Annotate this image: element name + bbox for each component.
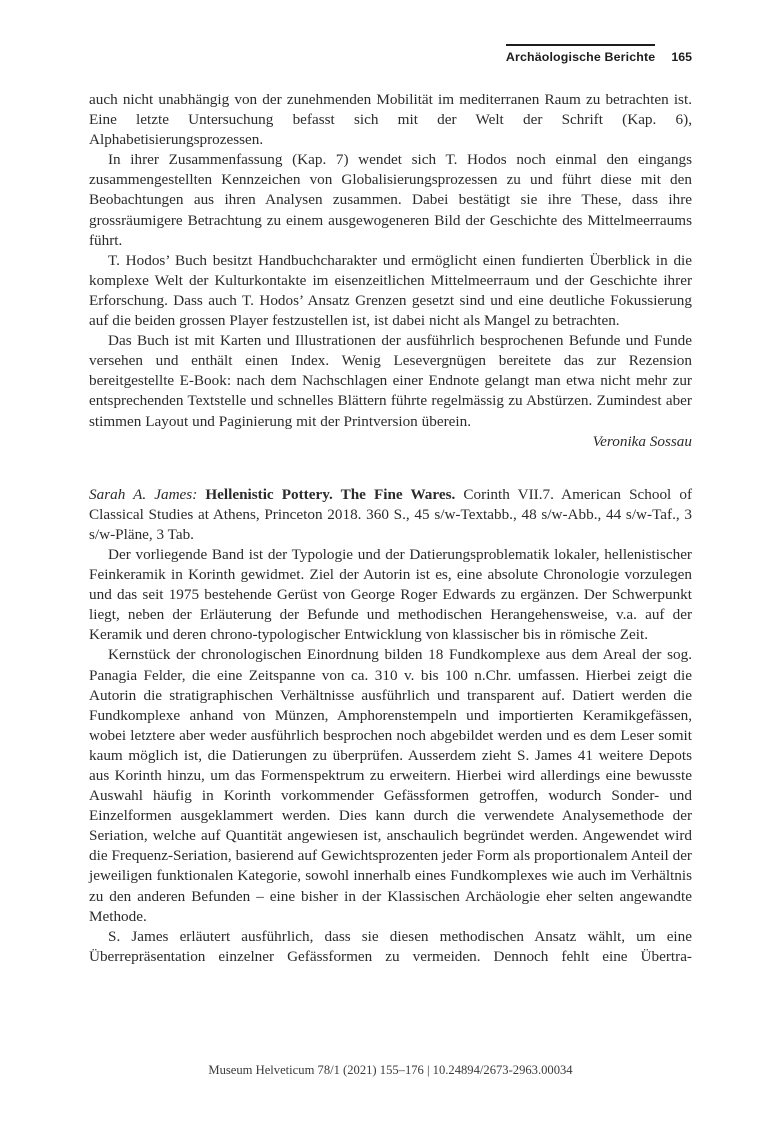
page-number: 165 — [671, 50, 692, 64]
paragraph: Kernstück der chronologischen Einordnung bilden 18 Fundkomplexe aus dem Areal der sog. Panagia Felder, die eine Zeitspanne von ca. 310 v. bis 100 n.Chr. umfassen. Hierbei zeigt die Autorin die stratigraphischen Verhältnisse ausführlich und transparent auf. Datiert werden die Fundkomplexe anhand von Münzen, Amphorenstempeln und importierten Keramikgefässen, wobei letztere aber weder ausführlich besprochen noch abgebildet werden und es dem Leser somit kaum möglich ist, die Datierungen zu überprüfen. Ausserdem zieht S. James 41 weitere Depots aus Korinth hinzu, um das Formenspektrum zu erweitern. Hierbei wird allerdings eine bewusste Auswahl häufig in Korinth vorkommender Gefässformen getroffen, wodurch Sonder- und Einzelformen ausgeklammert werden. Dies kann durch die verwendete Analysemethode der Seriation, welche auf Quantität angewiesen ist, anschaulich begründet werden. Angewendet wird die Frequenz-Seriation, basierend auf Gewichtsprozenten jeder Form als proportionalem Anteil der jeweiligen funktionalen Kategorie, sowohl innerhalb eines Fundkomplexes wie auch im Verhältnis zu den anderen Befunden – eine bisher in der Klassischen Archäologie eher selten angewandte Methode. — [89, 646, 692, 925]
paragraph: Das Buch ist mit Karten und Illustrationen der ausführlich besprochenen Befunde und Funde versehen und enthält einen Index. Wenig Lesevergnügen bereitete das zur Rezension bereitgestellte E-Book: nach dem Nachschlagen einer Endnote gelangt man etwa nicht mehr zur entsprechenden Textstelle und schnelles Blättern führte regelmässig zu Abstürzen. Zumindest aber stimmen Layout und Paginierung mit der Printversion überein. — [89, 332, 692, 430]
book-details: Corinth VII.7. American School of Classical Studies at Athens, Princeton 2018. 360 S., 45 s/w-Textabb., 48 s/w-Abb., 44 s/w-Taf., 3 s/w-Pläne, 3 Tab. — [89, 485, 692, 543]
book-title: Hellenistic Pottery. The Fine Wares. — [205, 485, 456, 503]
paragraph: auch nicht unabhängig von der zunehmenden Mobilität im mediterranen Raum zu betrachten ist. Eine letzte Untersuchung befasst sich mit der Welt der Schrift (Kap. 6), Alphabetisierungsprozessen. — [89, 91, 692, 149]
running-head-inner — [506, 44, 692, 64]
running-head-title: Archäologische Berichte — [505, 50, 656, 64]
paragraph: Der vorliegende Band ist der Typologie und der Datierungsproblematik lokaler, hellenistischer Feinkeramik in Korinth gewidmet. Ziel der Autorin ist es, eine absolute Chronologie vorzulegen und das seit 1975 bestehende Gerüst von George Roger Edwards zu ergänzen. Der Schwerpunkt liegt, neben der Erläuterung der Befunde und methodischen Herangehensweise, v.a. auf der Keramik und deren chrono-typologischer Entwicklung von klassischer bis in römische Zeit. — [89, 545, 692, 644]
book-reference — [89, 485, 692, 545]
book-author: Sarah A. James: — [89, 485, 198, 503]
text-column — [89, 90, 692, 967]
footer-citation: Museum Helveticum 78/1 (2021) 155–176 | 10.24894/2673-2963.00034 — [208, 1063, 573, 1077]
paragraph: S. James erläutert ausführlich, dass sie diesen methodischen Ansatz wählt, um eine Überrepräsentation einzelner Gefässformen zu vermeiden. Dennoch fehlt eine Übertra- — [89, 927, 692, 965]
paragraph: In ihrer Zusammenfassung (Kap. 7) wendet sich T. Hodos noch einmal den eingangs zusammengestellten Kennzeichen von Globalisierungsprozessen zu und führt diese mit den Beobachtungen aus ihren Analysen zusammen. Dabei bestätigt sie ihre These, dass ihre grossräumigere Betrachtung zu einem ausgewogeneren Bild der Geschichte des Mittelmeerraums führt. — [89, 151, 692, 249]
running-head-rule — [506, 44, 655, 46]
reviewer-signature: Veronika Sossau — [592, 432, 692, 450]
running-head-title-block — [506, 44, 655, 64]
section-spacer — [89, 452, 692, 485]
paragraph: T. Hodos’ Buch besitzt Handbuchcharakter und ermöglicht einen fundierten Überblick in die komplexe Welt der Kulturkontakte im eisenzeitlichen Mittelmeerraum und der Geschichte ihrer Erforschung. Dass auch T. Hodos’ Ansatz Grenzen gesetzt sind und eine deutliche Fokussierung auf die beiden grossen Player festzustellen ist, ist dabei nicht als Mangel zu betrachten. — [89, 251, 692, 330]
running-head — [89, 44, 692, 64]
